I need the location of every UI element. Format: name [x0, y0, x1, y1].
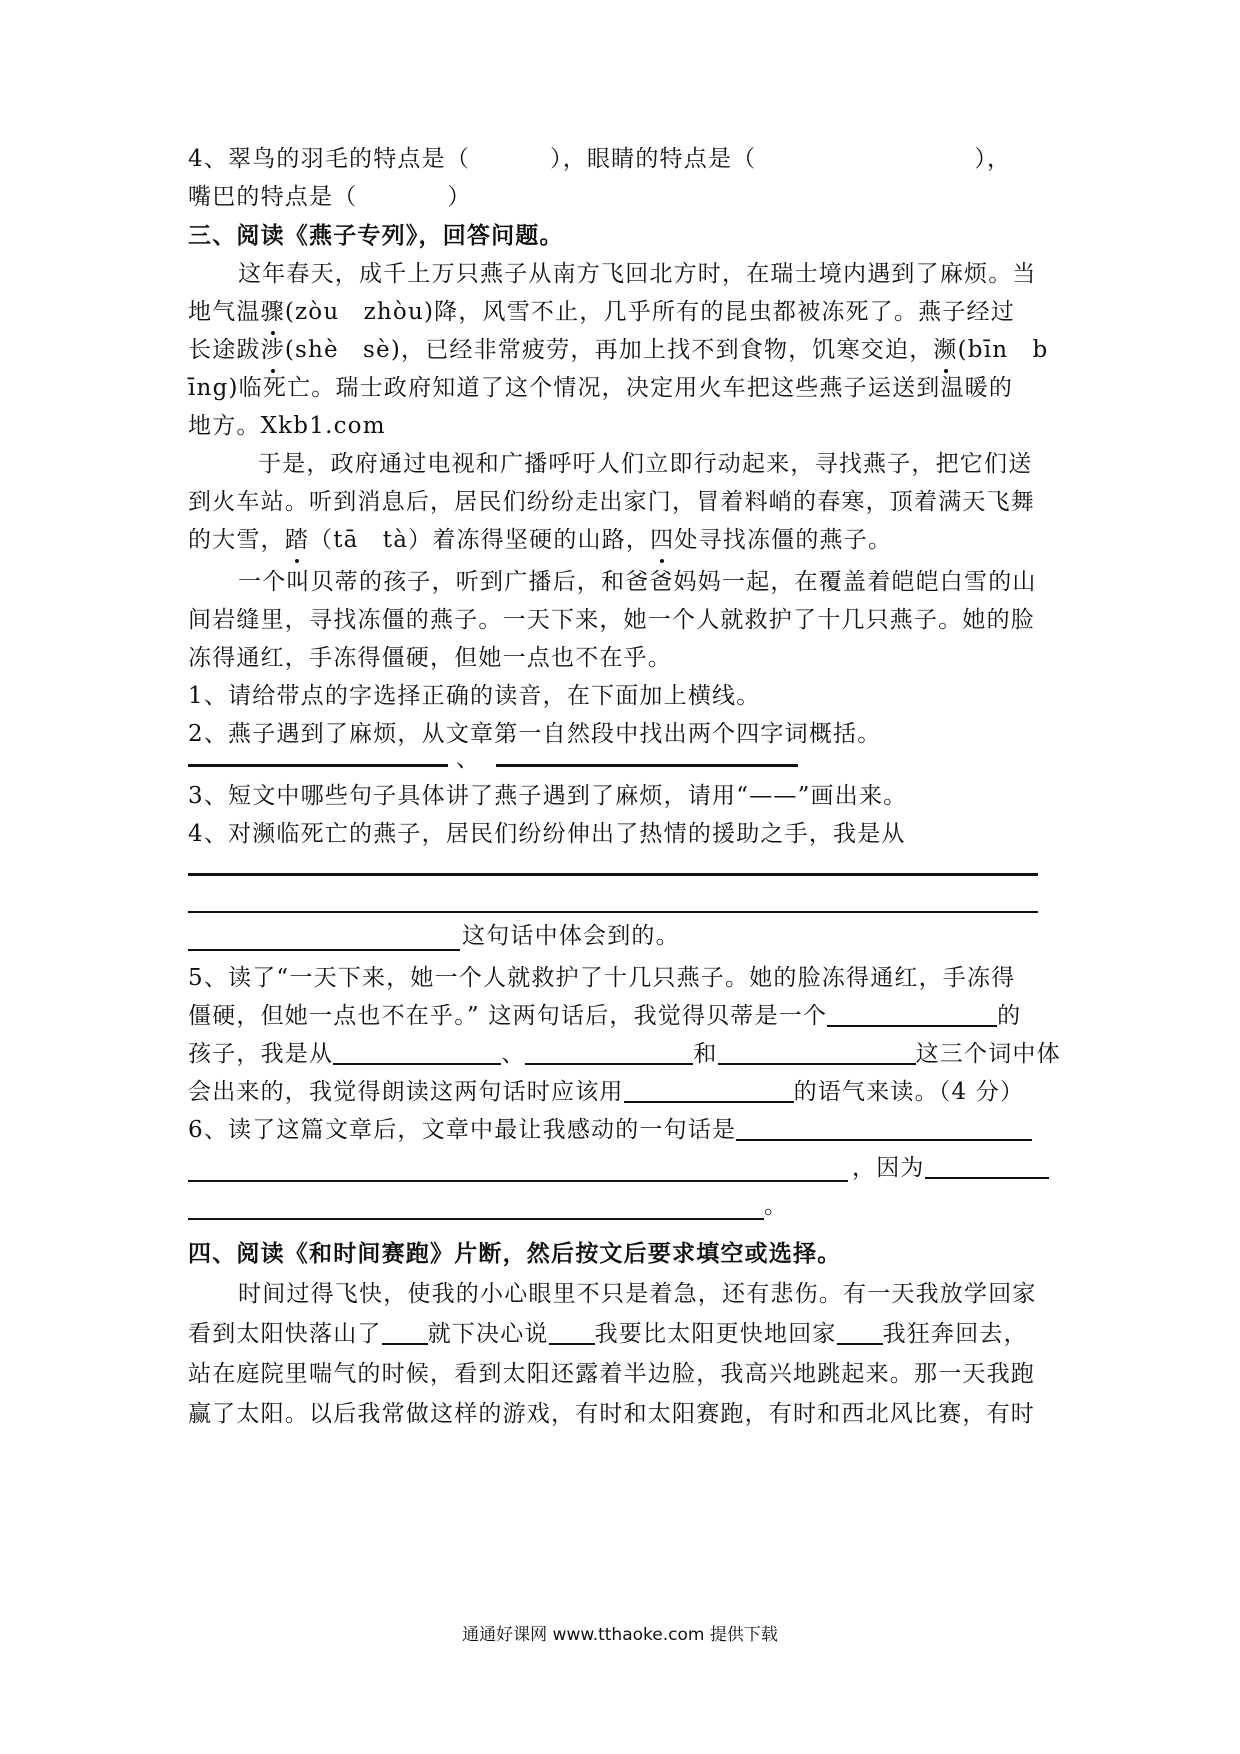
q5-blank-word-1[interactable]	[333, 1041, 501, 1065]
q4-answer-line-2[interactable]	[188, 911, 1038, 913]
reading-line3: 站在庭院里喘气的时候，看到太阳还露着半边脸，我高兴地跳起来。那一天我跑	[188, 1361, 1035, 1387]
passage-p1-line5: 地方。Xkb1.com	[188, 413, 386, 439]
reading-line2: 看到太阳快落山了 就下决心说 我要比太阳更快地回家 我狂奔回去，	[188, 1321, 1028, 1347]
q4-kingfisher-line1: 4、翠鸟的羽毛的特点是（ ），眼睛的特点是（ ），	[188, 146, 1012, 172]
q2-answer-blank-1[interactable]	[188, 764, 448, 767]
question-5-line4: 会出来的，我觉得朗读这两句话时应该用 的语气来读。（4 分）	[188, 1079, 1025, 1105]
question-5-line2: 僵硬，但她一点也不在乎。” 这两句话后，我觉得贝蒂是一个 的	[188, 1003, 1022, 1029]
q6-answer-line-3[interactable]	[188, 1218, 764, 1220]
question-6-line2: ，因为	[852, 1152, 1049, 1184]
passage-p2-line2: 到火车站。听到消息后，居民们纷纷走出家门，冒着料峭的春寒，顶着满天飞舞	[188, 489, 1035, 515]
passage-p1-line3: 长途跋涉(shè sè)，已经非常疲劳，再加上找不到食物，饥寒交迫，濒(bīn b	[188, 334, 1048, 366]
passage-p2-line1: 于是，政府通过电视和广播呼吁人们立即行动起来，寻找燕子，把它们送	[258, 451, 1033, 477]
q5-blank-word-3[interactable]	[718, 1041, 916, 1065]
reading-line4: 赢了太阳。以后我常做这样的游戏，有时和太阳赛跑，有时和西北风比赛，有时	[188, 1401, 1035, 1427]
footer-source: 通通好课网 www.tthaoke.com 提供下载	[462, 1625, 778, 1645]
question-6-line1: 6、读了这篇文章后，文章中最让我感动的一句话是	[188, 1114, 1032, 1146]
q6-period: 。	[764, 1193, 789, 1219]
q5-blank-child-type[interactable]	[827, 1003, 997, 1027]
question-4: 4、对濒临死亡的燕子，居民们纷纷伸出了热情的援助之手，我是从	[188, 821, 906, 847]
question-5-line3: 孩子，我是从 、 和 这三个词中体	[188, 1041, 1061, 1067]
section-three-title: 三、阅读《燕子专列》，回答问题。	[188, 222, 564, 249]
q4-kingfisher-line2: 嘴巴的特点是（ ）	[188, 184, 472, 210]
q2-answer-blank-2[interactable]	[496, 764, 798, 767]
section-four-title: 四、阅读《和时间赛跑》片断，然后按文后要求填空或选择。	[188, 1240, 842, 1267]
passage-p3-line3: 冻得通红，手冻得僵硬，但她一点也不在乎。	[188, 645, 672, 671]
punct-blank-1[interactable]	[382, 1321, 428, 1345]
passage-p3-line1: 一个叫贝蒂的孩子，听到广播后，和爸爸妈妈一起，在覆盖着皑皑白雪的山	[238, 569, 1037, 595]
passage-p1-line4: īng)临死亡。瑞士政府知道了这个情况，决定用火车把这些燕子运送到温暖的	[188, 375, 1014, 401]
punct-blank-3[interactable]	[837, 1321, 883, 1345]
passage-p1-line2: 地气温骤(zòu zhòu)降，风雪不止，几乎所有的昆虫都被冻死了。燕子经过	[188, 296, 1015, 328]
punct-blank-2[interactable]	[549, 1321, 595, 1345]
passage-p3-line2: 间岩缝里，寻找冻僵的燕子。一天下来，她一个人就救护了十几只燕子。她的脸	[188, 607, 1035, 633]
passage-p1-line1: 这年春天，成千上万只燕子从南方飞回北方时，在瑞士境内遇到了麻烦。当	[238, 261, 1037, 287]
question-3: 3、短文中哪些句子具体讲了燕子遇到了麻烦，请用“——”画出来。	[188, 783, 908, 809]
q6-answer-line-2[interactable]	[188, 1180, 848, 1182]
reading-line1: 时间过得飞快，使我的小心眼里不只是着急，还有悲伤。有一天我放学回家	[238, 1281, 1037, 1307]
question-2: 2、燕子遇到了麻烦，从文章第一自然段中找出两个四字词概括。	[188, 721, 882, 747]
q5-blank-word-2[interactable]	[525, 1041, 693, 1065]
q5-blank-tone[interactable]	[624, 1079, 794, 1103]
q4-answer-line-1[interactable]	[188, 873, 1038, 876]
passage-p2-line3: 的大雪，踏（tā tà）着冻得坚硬的山路，四处寻找冻僵的燕子。	[188, 524, 892, 556]
q4-answer-line-3[interactable]	[188, 949, 460, 951]
q2-separator: 、	[456, 746, 481, 772]
q4-ending-text: 这句话中体会到的。	[462, 923, 680, 949]
question-1: 1、请给带点的字选择正确的读音，在下面加上横线。	[188, 683, 761, 709]
q6-blank-sentence[interactable]	[736, 1117, 1032, 1141]
question-5-line1: 5、读了“一天下来，她一个人就救护了十几只燕子。她的脸冻得通红，手冻得	[188, 965, 1016, 991]
q6-blank-reason[interactable]	[925, 1155, 1049, 1179]
